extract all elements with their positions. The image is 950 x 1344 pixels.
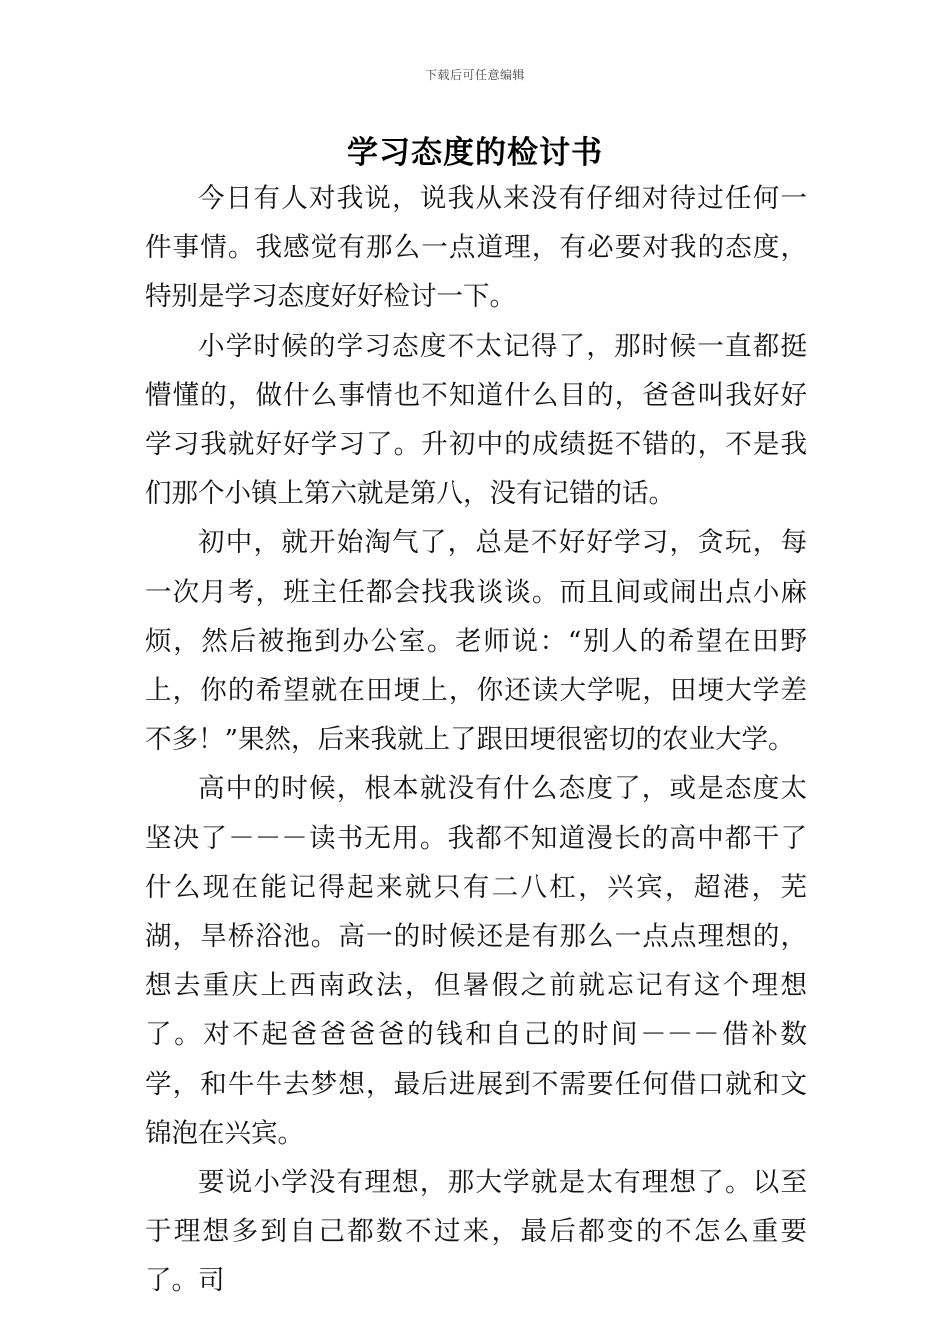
header-note: 下载后可任意编辑 <box>424 68 525 82</box>
document-body <box>145 174 807 1306</box>
paragraph: 小学时候的学习态度不太记得了，那时候一直都挺懵懂的，做什么事情也不知道什么目的，爸爸叫我好好学习我就好好学习了。升初中的成绩挺不错的，不是我们那个小镇上第六就是第八，没有记错的话。 <box>145 330 807 510</box>
paragraph: 要说小学没有理想，那大学就是太有理想了。以至于理想多到自己都数不过来，最后都变的不怎么重要了。司 <box>145 1167 807 1297</box>
paragraph: 初中，就开始淘气了，总是不好好学习，贪玩，每一次月考，班主任都会找我谈谈。而且间或闹出点小麻烦，然后被拖到办公室。老师说：“别人的希望在田野上，你的希望就在田埂上，你还读大学呢，田埂大学差不多！”果然，后来我就上了跟田埂很密切的农业大学。 <box>145 527 807 756</box>
paragraph: 高中的时候，根本就没有什么态度了，或是态度太坚决了－－－读书无用。我都不知道漫长的高中都干了什么现在能记得起来就只有二八杠，兴宾，超港，芜湖，旱桥浴池。高一的时候还是有那么一点点理想的，想去重庆上西南政法，但暑假之前就忘记有这个理想了。对不起爸爸爸爸的钱和自己的时间－－－借补数学，和牛牛去梦想，最后进展到不需要任何借口就和文锦泡在兴宾。 <box>145 773 807 1149</box>
paragraph: 今日有人对我说，说我从来没有仔细对待过任何一件事情。我感觉有那么一点道理，有必要对我的态度，特别是学习态度好好检讨一下。 <box>145 183 807 313</box>
document-title: 学习态度的检讨书 <box>347 135 603 171</box>
